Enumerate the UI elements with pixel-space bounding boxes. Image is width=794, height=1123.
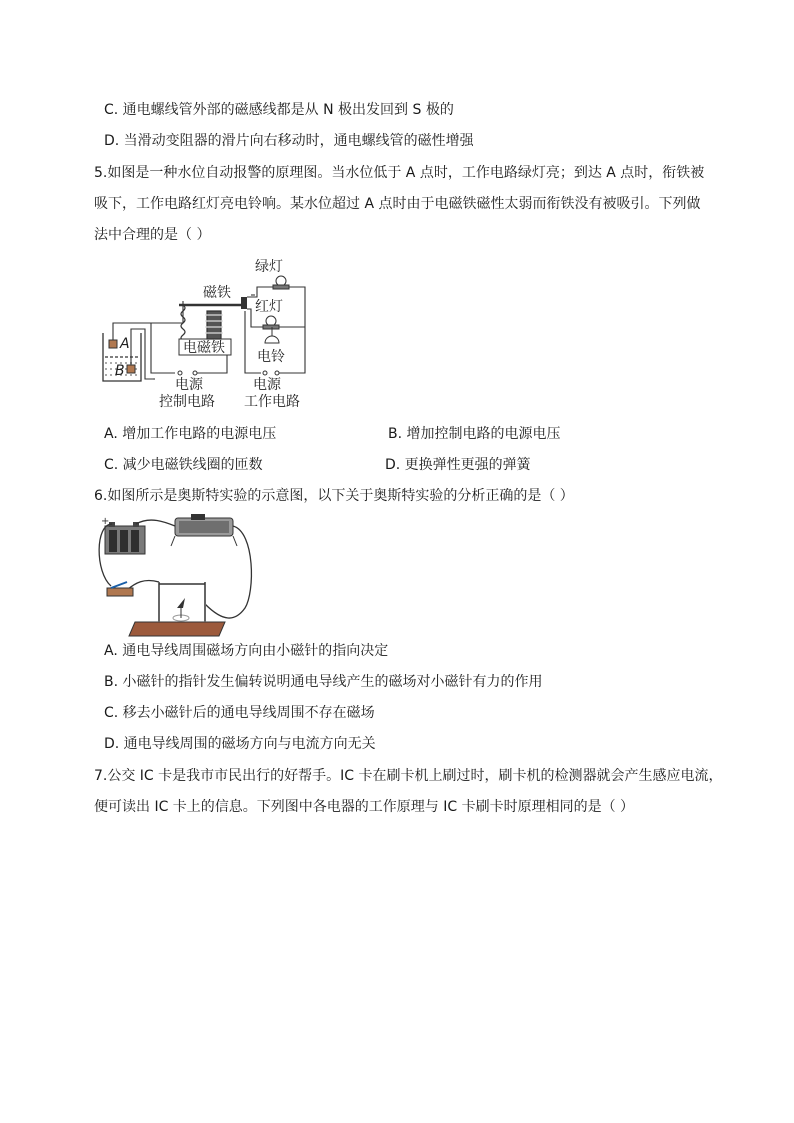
label-b: B — [115, 363, 125, 379]
q6-stem: 6.如图所示是奥斯特实验的示意图，以下关于奥斯特实验的分析正确的是（ ） — [94, 488, 574, 504]
q6-option-b: B. 小磁针的指针发生偏转说明通电导线产生的磁场对小磁针有力的作用 — [104, 674, 543, 690]
q6-option-c: C. 移去小磁针后的通电导线周围不存在磁场 — [104, 705, 375, 721]
red-lamp-label: 红灯 — [255, 299, 283, 315]
bell-label: 电铃 — [257, 349, 285, 365]
q5-stem-line1: 5.如图是一种水位自动报警的原理图。当水位低于 A 点时，工作电路绿灯亮；到达 A 点时，衔铁被 — [94, 165, 705, 181]
work-terminal-right — [275, 371, 279, 375]
control-terminal-left — [178, 371, 182, 375]
probe-b — [127, 365, 135, 373]
red-lamp-icon — [263, 316, 279, 329]
oersted-experiment-diagram — [95, 512, 255, 638]
armature-contact — [241, 297, 247, 309]
battery — [101, 516, 145, 554]
work-terminal-left — [263, 371, 267, 375]
q4-option-c: C. 通电螺线管外部的磁感线都是从 N 极出发回到 S 极的 — [104, 102, 454, 118]
q5-option-b: B. 增加控制电路的电源电压 — [388, 426, 561, 442]
q5-option-a: A. 增加工作电路的电源电压 — [104, 426, 277, 442]
probe-a — [109, 340, 117, 348]
work-source-label: 电源 — [253, 377, 281, 393]
control-circuit-label: 控制电路 — [159, 394, 215, 410]
work-circuit-label: 工作电路 — [244, 394, 300, 410]
control-terminal-right — [193, 371, 197, 375]
q7-stem-line2: 便可读出 IC 卡上的信息。下列图中各电器的工作原理与 IC 卡刷卡时原理相同的是（ ） — [94, 799, 635, 815]
q5-stem-line3: 法中合理的是（ ） — [94, 227, 211, 243]
q5-stem-line2: 吸下，工作电路红灯亮电铃响。某水位超过 A 点时由于电磁铁磁性太弱而衔铁没有被吸引。下列做 — [94, 196, 701, 212]
switch — [107, 582, 133, 596]
electromagnet-label: 电磁铁 — [183, 340, 225, 356]
q5-option-d: D. 更换弹性更强的弹簧 — [385, 457, 531, 473]
label-a: A — [120, 336, 130, 352]
water-alarm-diagram — [95, 255, 315, 415]
q4-option-d: D. 当滑动变阻器的滑片向右移动时，通电螺线管的磁性增强 — [104, 133, 474, 149]
q5-option-c: C. 减少电磁铁线圈的匝数 — [104, 457, 263, 473]
q6-option-a: A. 通电导线周围磁场方向由小磁针的指向决定 — [104, 643, 389, 659]
compass-needle-icon — [173, 598, 189, 621]
magnet-label: 磁铁 — [203, 285, 231, 301]
svg-text:+: + — [101, 516, 110, 527]
q6-option-d: D. 通电导线周围的磁场方向与电流方向无关 — [104, 736, 376, 752]
control-source-label: 电源 — [175, 377, 203, 393]
rheostat — [171, 514, 237, 546]
green-lamp-label: 绿灯 — [255, 259, 283, 275]
electromagnet-coil — [205, 311, 223, 339]
q7-stem-line1: 7.公交 IC 卡是我市市民出行的好帮手。IC 卡在刷卡机上刷过时，刷卡机的检测器就会产生感应电流， — [94, 768, 723, 784]
green-lamp-icon — [273, 276, 289, 289]
